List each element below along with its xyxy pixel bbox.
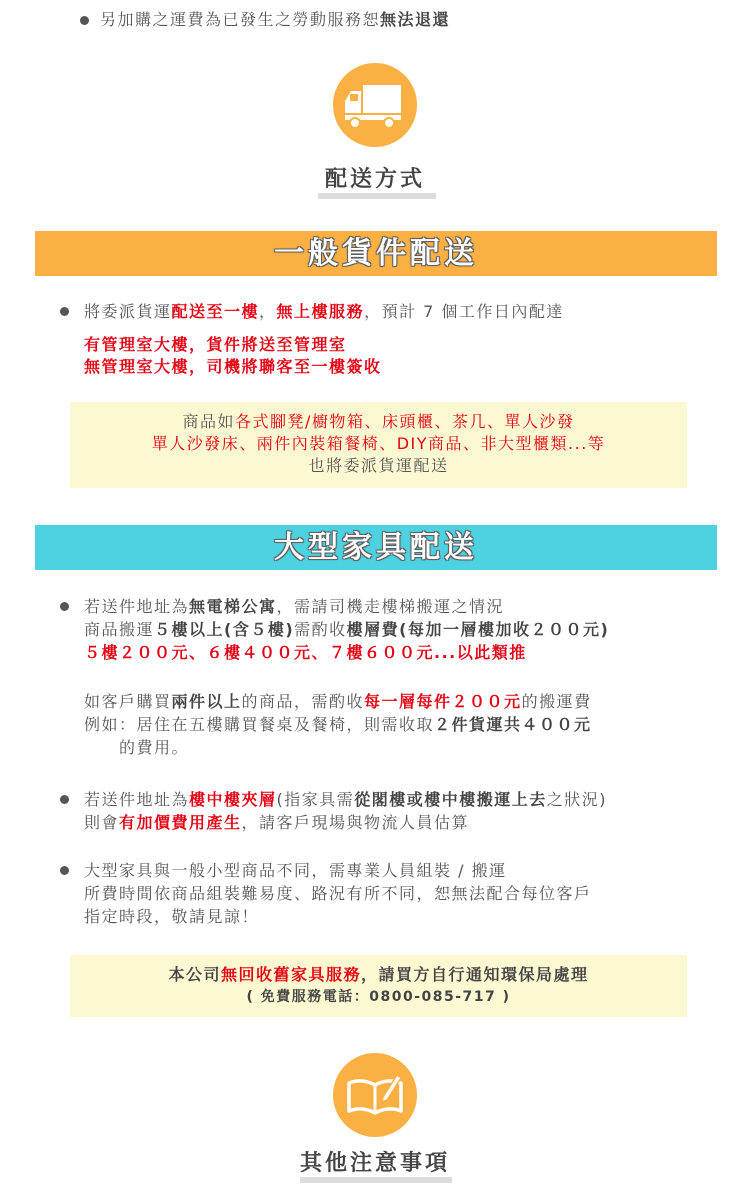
large-p3-line bbox=[84, 812, 469, 834]
box-line bbox=[70, 986, 687, 1008]
box-line bbox=[70, 433, 687, 455]
emphasis-segment: 配送至一樓 bbox=[171, 302, 260, 321]
general-delivery-banner: 一般貨件配送 bbox=[35, 231, 717, 276]
emphasis-segment: 單人沙發床、兩件內裝箱餐椅、DIY商品、非大型櫃類...等 bbox=[151, 434, 606, 453]
bullet-dot bbox=[80, 16, 89, 25]
text-segment: 若送件地址為 bbox=[84, 790, 190, 809]
emphasis-segment: 各式腳凳/櫥物箱、床頭櫃、茶几、單人沙發 bbox=[235, 412, 575, 431]
emphasis-segment: 無回收舊家具服務 bbox=[220, 965, 361, 984]
emphasis-segment: 無電梯公寓 bbox=[189, 597, 277, 616]
emphasis-segment: ５樓２００元、６樓４００元、７樓６００元...以此類推 bbox=[84, 643, 527, 662]
text-segment: 的商品，需酌收 bbox=[241, 692, 365, 711]
text-segment: ，需請司機走樓梯搬運之情況 bbox=[276, 597, 505, 616]
text-segment: 例如：居住在五樓購買餐桌及餐椅，則需收取 bbox=[84, 715, 435, 734]
top-note bbox=[100, 9, 450, 31]
text-segment: 另加購之運費為已發生之勞動服務恕 bbox=[100, 10, 381, 29]
text-segment: 的搬運費 bbox=[521, 692, 592, 711]
large-furniture-banner: 大型家具配送 bbox=[35, 525, 717, 570]
text-segment: 大型家具與一般小型商品不同，需專業人員組裝 / 搬運 bbox=[84, 861, 507, 880]
emphasis-segment: 兩件以上 bbox=[171, 692, 242, 711]
emphasis-segment: 樓層費(每加一層樓加收２００元) bbox=[346, 620, 610, 639]
emphasis-segment: 有加價費用產生 bbox=[119, 813, 242, 832]
emphasis-segment: ( 免費服務電話：0800-085-717 ) bbox=[246, 989, 511, 1005]
text-segment: 如客戶購買 bbox=[84, 692, 172, 711]
text-segment: 若送件地址為 bbox=[84, 597, 190, 616]
text-segment: 需酌收 bbox=[294, 620, 347, 639]
box-line bbox=[70, 964, 687, 986]
text-segment: 指定時段，敬請見諒！ bbox=[84, 907, 260, 926]
general-red-line-2: 無管理室大樓，司機將聯客至一樓簽收 bbox=[84, 357, 382, 376]
general-red-line-1: 有管理室大樓，貨件將送至管理室 bbox=[84, 335, 347, 354]
emphasis-segment: 無上樓服務 bbox=[276, 302, 365, 321]
text-segment: 的費用。 bbox=[84, 738, 190, 757]
large-p2-line bbox=[84, 691, 592, 713]
title-underline bbox=[300, 1177, 452, 1183]
text-segment: ，請客戶現場與物流人員估算 bbox=[241, 813, 470, 832]
text-segment: 則會 bbox=[84, 813, 120, 832]
book-pen-icon bbox=[333, 1053, 417, 1137]
text-segment: 也將委派貨運配送 bbox=[308, 456, 449, 475]
large-p1-line bbox=[84, 619, 609, 641]
emphasis-segment: 樓中樓夾層 bbox=[189, 790, 277, 809]
large-p3-line bbox=[84, 789, 607, 811]
emphasis-segment: 本公司 bbox=[168, 965, 221, 984]
text-segment: 所費時間依商品組裝難易度、路況有所不同，恕無法配合每位客戶 bbox=[84, 884, 592, 903]
bullet-dot bbox=[60, 866, 69, 875]
truck-icon-circle bbox=[333, 63, 417, 147]
emphasis-segment: ２件貨運共４００元 bbox=[434, 715, 592, 734]
recycle-note-box bbox=[70, 955, 687, 1017]
text-segment: ，預計 7 個工作日內配達 bbox=[364, 302, 564, 321]
large-p2-line bbox=[84, 737, 189, 759]
text-segment: 之狀況) bbox=[546, 790, 608, 809]
text-segment: ， bbox=[259, 302, 277, 321]
large-p1-line bbox=[84, 642, 527, 664]
large-p4-line bbox=[84, 883, 592, 905]
bullet-dot bbox=[60, 795, 69, 804]
emphasis-segment: 無法退還 bbox=[380, 10, 451, 29]
text-segment: (指家具需 bbox=[276, 790, 355, 809]
text-segment: 商品搬運 bbox=[84, 620, 155, 639]
emphasis-segment: ５樓以上(含５樓) bbox=[154, 620, 295, 639]
delivery-title: 配送方式 bbox=[324, 167, 425, 192]
book-icon-circle bbox=[333, 1053, 417, 1137]
truck-icon bbox=[333, 63, 417, 147]
large-p4-line bbox=[84, 860, 507, 882]
text-segment: 商品如 bbox=[182, 412, 236, 431]
bullet-dot bbox=[60, 307, 69, 316]
box-line bbox=[70, 411, 687, 433]
title-underline bbox=[318, 193, 436, 199]
text-segment: 將委派貨運 bbox=[84, 302, 172, 321]
general-bullet-1 bbox=[84, 301, 564, 323]
emphasis-segment: 從閣樓或樓中樓搬運上去 bbox=[354, 790, 547, 809]
other-notes-title: 其他注意事項 bbox=[299, 1151, 450, 1176]
large-p1-line bbox=[84, 596, 504, 618]
bullet-dot bbox=[60, 602, 69, 611]
emphasis-segment: ，請買方自行通知環保局處理 bbox=[361, 965, 589, 984]
emphasis-segment: 每一層每件２００元 bbox=[364, 692, 522, 711]
general-note-box bbox=[70, 402, 687, 488]
box-line bbox=[70, 455, 687, 477]
large-p2-line bbox=[84, 714, 592, 736]
large-p4-line bbox=[84, 906, 259, 928]
